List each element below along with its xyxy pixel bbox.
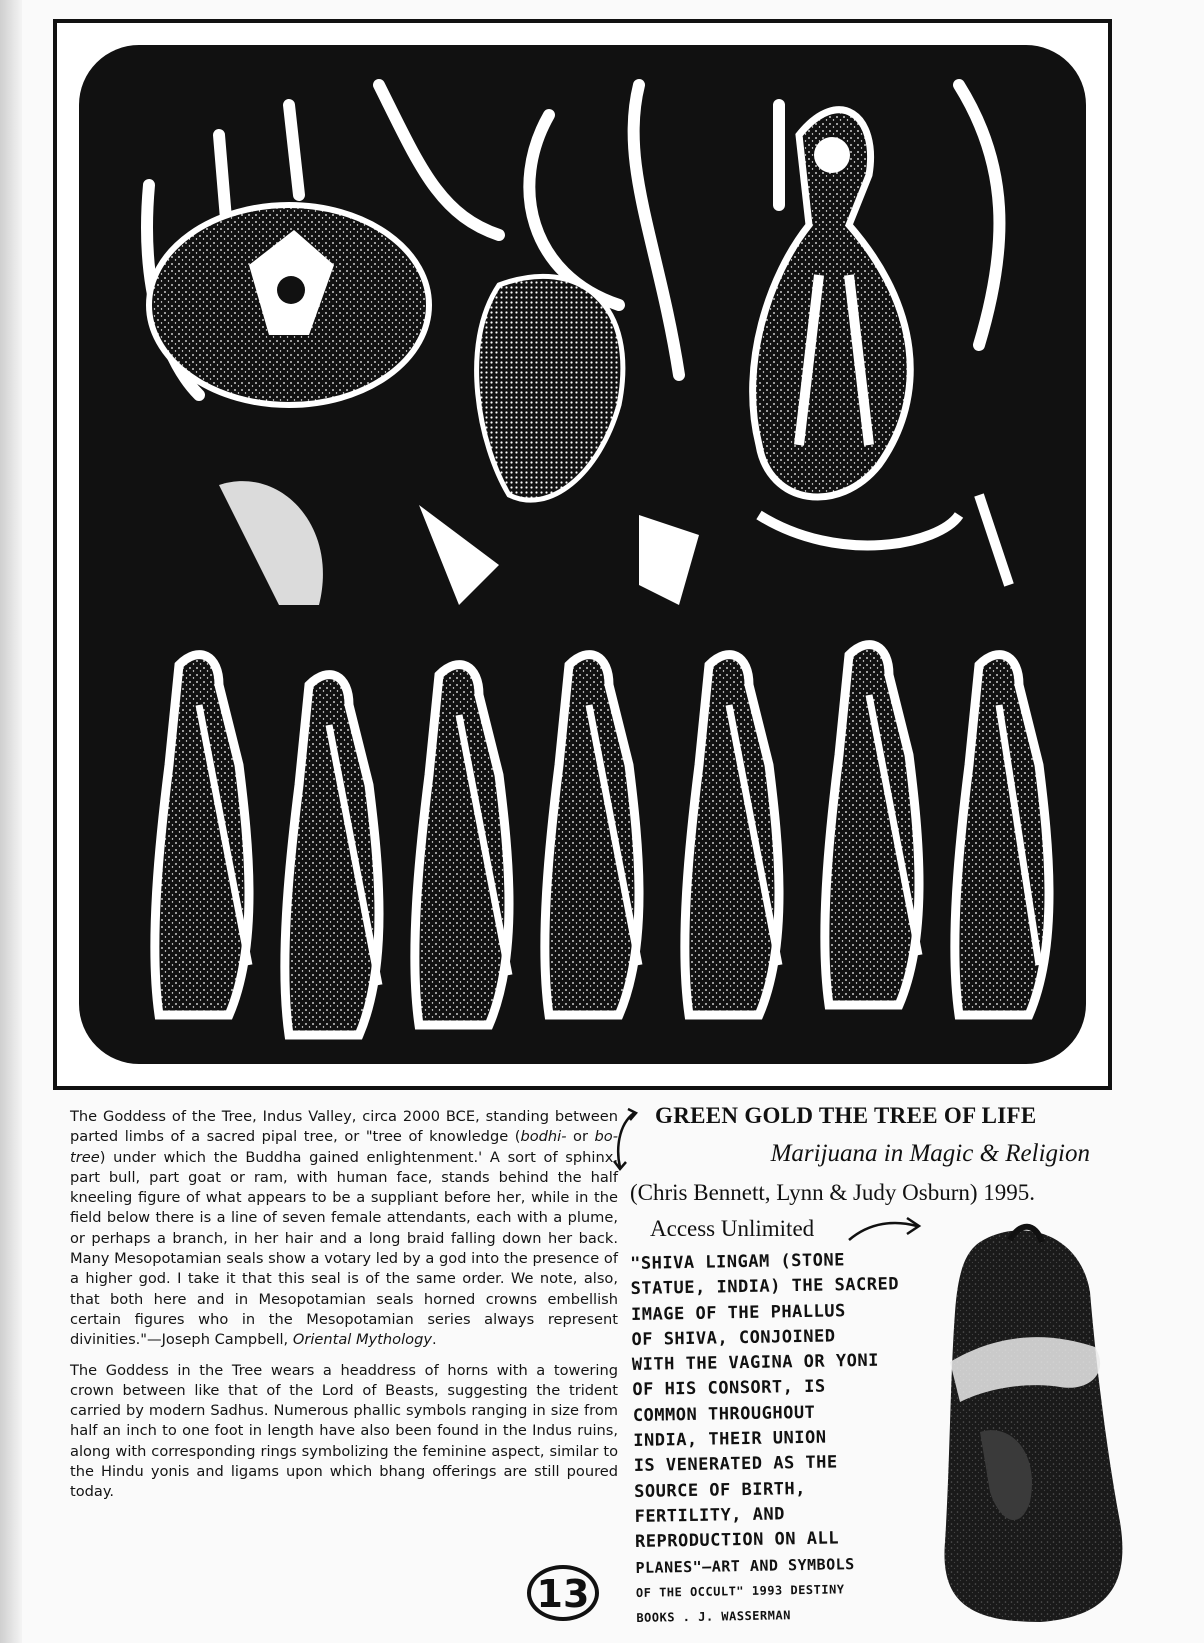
page-number: 13 [527,1565,599,1621]
seal-illustration-frame [53,19,1112,1090]
book-citation: Oriental Mythology [292,1331,432,1349]
book-subtitle: Marijuana in Magic & Religion [770,1140,1090,1167]
shiva-lingam-statue-photo [920,1222,1135,1627]
note-line: FERTILITY, AND [634,1504,786,1527]
note-line: COMMON THROUGHOUT [632,1402,816,1426]
note-line: IMAGE OF THE PHALLUS [630,1300,846,1325]
note-line: SOURCE OF BIRTH, [634,1478,807,1502]
note-line: WITH THE VAGINA OR YONI [631,1350,880,1376]
page-gutter [0,0,22,1643]
handwritten-note [630,1247,937,1632]
note-line: "SHIVA LINGAM (STONE [630,1250,846,1274]
note-line: OF THE OCCULT" 1993 DESTINY [635,1582,845,1600]
book-authors: (Chris Bennett, Lynn & Judy Osburn) 1995. [630,1180,1036,1205]
goddess-tree-seal-illustration [79,45,1086,1064]
note-line: INDIA, THEIR UNION [633,1427,827,1452]
note-line: STATUE, INDIA) THE SACRED [630,1274,900,1300]
caption-paragraph-1: The Goddess of the Tree, Indus Valley, circa 2000 BCE, standing between parted limbs of a sacred pipal tree, or "tree of knowledge (bodhi- or bo-tree) under which the Buddha gained enlightenment.' A sort of sphinx, part bull, part goat or ram, with human face, stands behind the half kneeling figure of what appears to be a suppliant before her, while in the field below there is a line of seven female attendants, each with a plume, or perhaps a branch, in her hair and a long braid falling down her back. Many Mesopotamian seals show a votary led by a god into the presence of a higher god. I take it that this seal is of the same order. We note, also, that both here and in Mesopotamian seals horned crowns embellish certain figures who in the Mesopotamian series always represent divinities."—Joseph Campbell, Oriental Mythology. [70,1108,618,1349]
note-line: BOOKS . J. WASSERMAN [636,1608,791,1626]
note-line: OF SHIVA, CONJOINED [631,1326,836,1350]
note-line: IS VENERATED AS THE [633,1452,838,1477]
publisher: Access Unlimited [650,1216,815,1241]
note-line: REPRODUCTION ON ALL [634,1528,840,1553]
note-line: PLANES"—ART AND SYMBOLS [635,1554,855,1577]
pointer-arrow-icon [845,1212,925,1248]
caption-paragraph-2: The Goddess in the Tree wears a headdress of horns with a towering crown between like that of the Lord of Beasts, suggesting the trident carried by modern Sadhus. Numerous phallic symbols ranging in size from half an inch to one foot in length have also been found in the Indus ruins, along with corresponding rings symbolizing the feminine aspect, similar to the Hindu yonis and ligams upon which bhang offerings are still poured today. [70,1361,618,1501]
bracket-arrow-icon [604,1105,644,1175]
caption-column [70,1107,618,1513]
note-line: OF HIS CONSORT, IS [632,1377,826,1401]
book-title: GREEN GOLD THE TREE OF LIFE [655,1103,1037,1128]
